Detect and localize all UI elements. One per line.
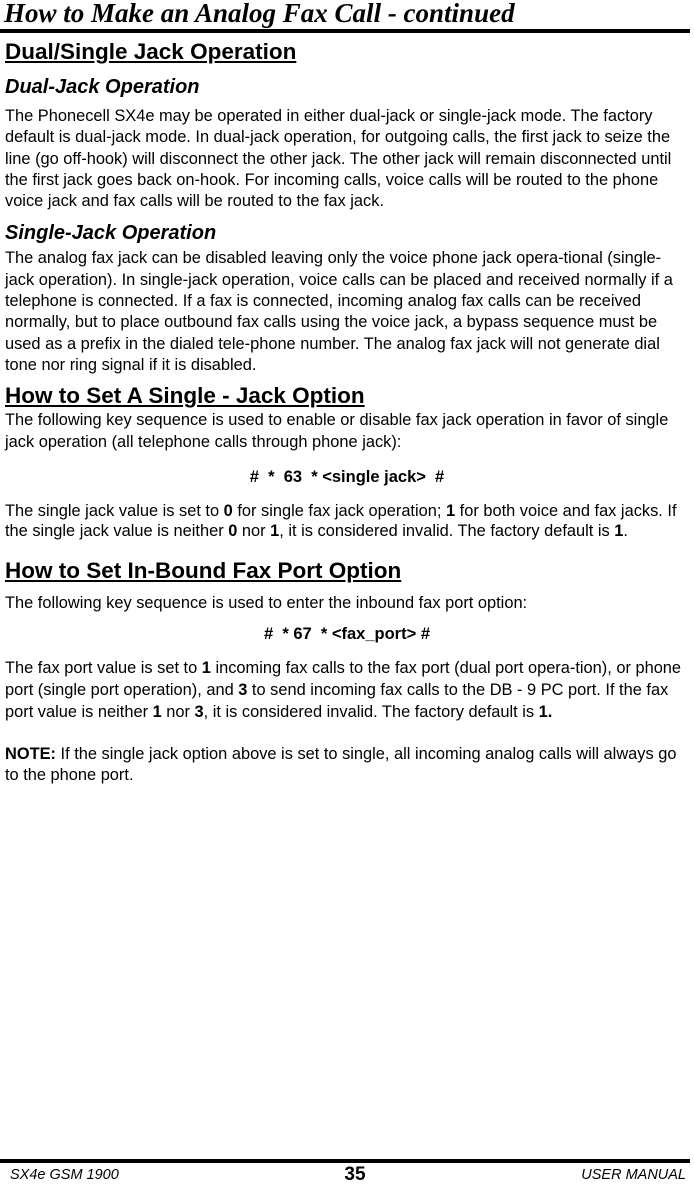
text-run: nor xyxy=(237,521,271,540)
text-run: incoming fax calls to the fax port (dual port opera-tion), or phone port (single port operation), and xyxy=(5,659,682,700)
single-option-intro: The following key sequence is used to enable or disable fax jack operation in favor of single jack operation (all telephone calls through phone jack): xyxy=(5,411,669,451)
section-title-single-option: How to Set A Single - Jack Option xyxy=(5,383,365,409)
dual-jack-paragraph: The Phonecell SX4e may be operated in either dual-jack or single-jack mode. The factory default is dual-jack mode. In dual-jack operation, for outgoing calls, the first jack to seize the line (go off-hook) will disconnect the other jack. The other jack will remain disconnected until the first jack goes back on-hook. For incoming calls, voice calls will be routed to the phone voice jack and fax calls will be routed to the fax jack. xyxy=(5,107,672,211)
section-title-inbound-option: How to Set In-Bound Fax Port Option xyxy=(5,557,402,583)
text-run: for single fax jack operation; xyxy=(232,501,446,520)
single-jack-paragraph: The analog fax jack can be disabled leaving only the voice phone jack opera-tional (single-jack operation). In single-jack operation, voice calls can be placed and received normally if a telephone is connected. If a fax is connected, incoming analog fax calls can be received normally, but to place outbound fax calls using the voice jack, a bypass sequence must be used as a prefix in the dialed tele-phone number. The analog fax jack will not generate dial tone nor ring signal if it is disabled. xyxy=(5,249,673,374)
section-title-dual-single: Dual/Single Jack Operation xyxy=(5,39,297,64)
footer-manual-label: USER MANUAL xyxy=(581,1167,686,1183)
footer-product-name: SX4e GSM 1900 xyxy=(10,1167,119,1183)
value-one: 1 xyxy=(201,659,211,678)
value-three: 3 xyxy=(238,681,248,700)
value-one: 1 xyxy=(270,521,280,540)
factory-default-value: 1 xyxy=(614,521,624,540)
subsection-title-dual-jack: Dual-Jack Operation xyxy=(5,76,200,98)
text-run: nor xyxy=(161,703,195,722)
factory-default-value: 1. xyxy=(538,703,553,722)
text-run: to send incoming fax calls to the DB - 9 PC port. If the fax port value is neither xyxy=(5,681,669,722)
header-rule xyxy=(0,29,690,33)
page-number: 35 xyxy=(344,1164,366,1185)
value-three: 3 xyxy=(194,703,204,722)
inbound-option-intro: The following key sequence is used to enter the inbound fax port option: xyxy=(5,593,528,612)
value-zero: 0 xyxy=(228,521,238,540)
text-run: The fax port value is set to xyxy=(5,659,202,678)
page-header-title: How to Make an Analog Fax Call - continued xyxy=(4,0,515,28)
page-content xyxy=(5,36,689,787)
value-one: 1 xyxy=(152,703,162,722)
value-one: 1 xyxy=(445,501,456,520)
inbound-option-description xyxy=(5,657,689,723)
single-option-description xyxy=(5,501,689,541)
text-run: The single jack value is set to xyxy=(5,501,224,520)
subsection-title-single-jack: Single-Jack Operation xyxy=(5,222,217,245)
text-run: for both voice and fax jacks. If the single jack value is neither xyxy=(5,501,677,540)
note-label: NOTE: xyxy=(5,745,56,764)
text-run: , it is considered invalid. The factory default is xyxy=(279,521,615,540)
value-zero: 0 xyxy=(223,501,233,520)
note-paragraph xyxy=(5,744,689,787)
inbound-option-key-sequence: # * 67 * <fax_port> # xyxy=(263,625,430,644)
footer-rule xyxy=(0,1159,690,1163)
text-run: , it is considered invalid. The factory default is xyxy=(203,703,539,722)
text-run: . xyxy=(623,521,628,540)
single-option-key-sequence: # * 63 * <single jack> # xyxy=(249,467,445,486)
note-text: If the single jack option above is set to single, all incoming analog calls will always go to the phone port. xyxy=(5,745,677,785)
